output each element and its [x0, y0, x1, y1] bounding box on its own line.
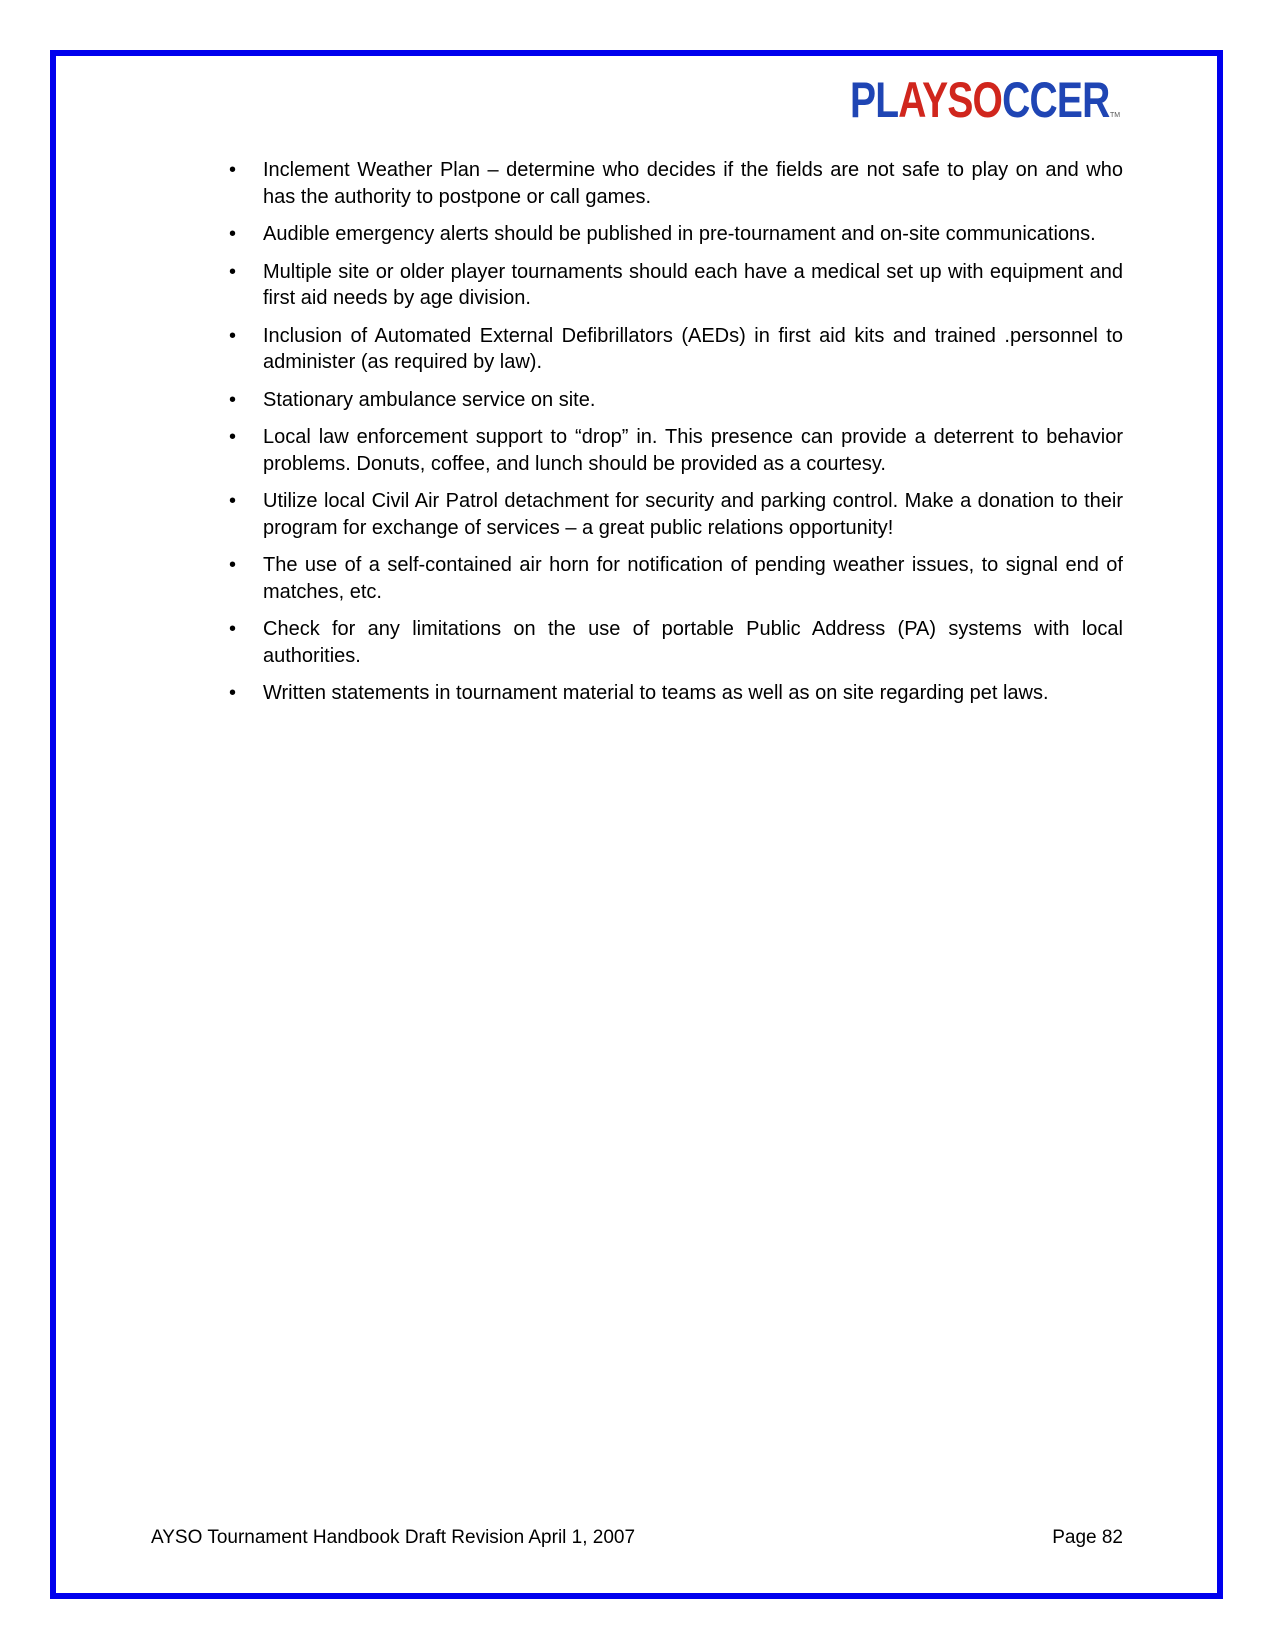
bullet-icon: •	[229, 682, 237, 704]
bullet-list	[229, 157, 1123, 718]
list-item	[229, 387, 1123, 414]
list-item	[229, 157, 1123, 210]
page-footer	[151, 1526, 1123, 1550]
list-item-text: Written statements in tournament material to teams as well as on site regarding pet laws.	[263, 682, 1049, 704]
list-item-text: Inclement Weather Plan – determine who decides if the fields are not safe to play on and who has the authority to postpone or call games.	[263, 159, 1123, 208]
bullet-icon: •	[229, 554, 237, 576]
list-item	[229, 259, 1123, 312]
list-item-text: Utilize local Civil Air Patrol detachment for security and parking control. Make a donation to their program for exchange of services – a great public relations opportunity!	[263, 490, 1123, 539]
list-item-text: The use of a self-contained air horn for notification of pending weather issues, to signal end of matches, etc.	[263, 554, 1123, 603]
list-item	[229, 221, 1123, 248]
logo-segment-ccer: CCER	[1002, 72, 1110, 128]
list-item-text: Stationary ambulance service on site.	[263, 388, 596, 411]
list-item	[229, 552, 1123, 605]
list-item	[229, 616, 1123, 669]
list-item	[229, 424, 1123, 477]
list-item	[229, 323, 1123, 376]
bullet-icon: •	[229, 388, 237, 411]
logo-segment-ayso: AYSO	[898, 72, 1003, 128]
footer-document-title: AYSO Tournament Handbook Draft Revision April 1, 2007	[151, 1527, 636, 1548]
page-number: Page 82	[1052, 1527, 1123, 1548]
list-item-text: Multiple site or older player tournaments should each have a medical set up with equipment and first aid needs by age division.	[263, 260, 1123, 309]
list-item-text: Inclusion of Automated External Defibrillators (AEDs) in first aid kits and trained .personnel to administer (as required by law).	[263, 324, 1123, 373]
bullet-icon: •	[229, 490, 237, 512]
list-item	[229, 488, 1123, 541]
logo-wordmark	[850, 72, 1110, 128]
bullet-icon: •	[229, 426, 237, 448]
bullet-icon: •	[229, 618, 237, 640]
list-item-text: Check for any limitations on the use of portable Public Address (PA) systems with local authorities.	[263, 618, 1123, 667]
logo-segment-pl: PL	[850, 72, 899, 128]
playsoccer-logo	[850, 72, 1125, 128]
list-item	[229, 680, 1123, 707]
bullet-icon: •	[229, 260, 237, 283]
bullet-icon: •	[229, 159, 237, 181]
bullet-icon: •	[229, 223, 237, 245]
list-item-text: Local law enforcement support to “drop” in. This presence can provide a deterrent to behavior problems. Donuts, coffee, and lunch should be provided as a courtesy.	[263, 426, 1123, 475]
list-item-text: Audible emergency alerts should be published in pre-tournament and on-site communications.	[263, 223, 1096, 245]
trademark-symbol: TM	[1110, 112, 1121, 119]
bullet-icon: •	[229, 324, 237, 347]
